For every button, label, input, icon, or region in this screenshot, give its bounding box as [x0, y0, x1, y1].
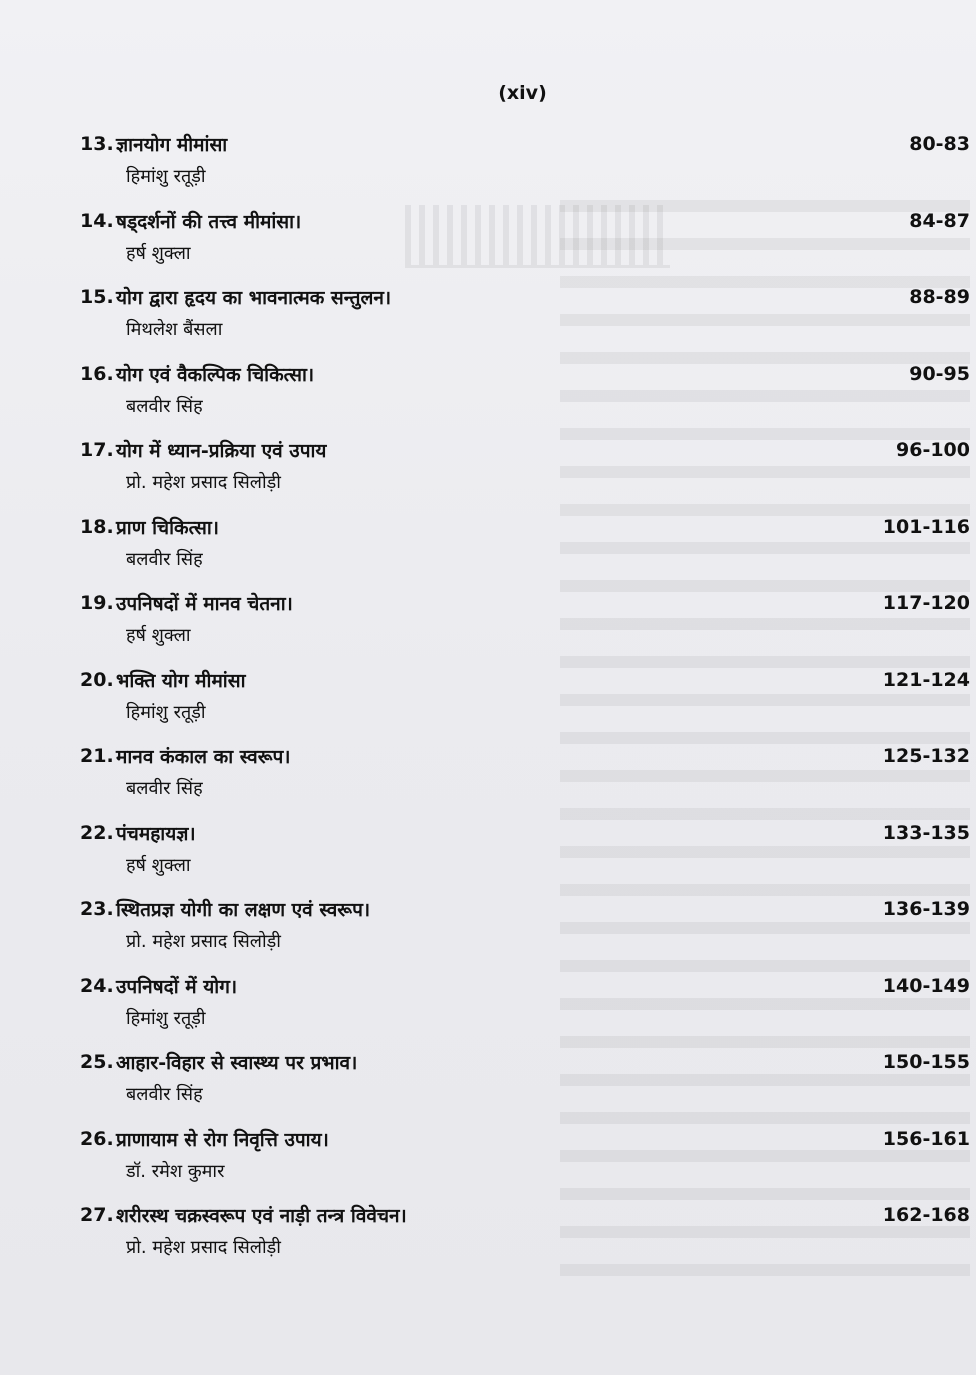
entry-title: प्राण चिकित्सा। — [116, 516, 219, 539]
entry-author: बलवीर सिंह — [126, 778, 203, 799]
entry-author: बलवीर सिंह — [126, 548, 203, 570]
entry-number: 24. — [80, 974, 114, 997]
entry-pages: 90-95 — [909, 362, 970, 385]
entry-title: योग द्वारा हृदय का भावनात्मक सन्तुलन। — [116, 287, 392, 309]
entry-pages: 84-87 — [909, 209, 970, 232]
toc-entry — [80, 1121, 970, 1198]
entry-number: 18. — [80, 515, 114, 538]
entry-author: हर्ष शुक्ला — [126, 854, 191, 876]
entry-pages: 121-124 — [882, 668, 970, 691]
entry-title: प्राणायाम से रोग निवृत्ति उपाय। — [116, 1128, 329, 1151]
entry-number: 15. — [80, 286, 114, 308]
toc-entry — [80, 432, 970, 509]
toc-entry — [80, 203, 970, 280]
entry-author: हिमांशु रतूड़ी — [126, 166, 206, 187]
entry-title: मानव कंकाल का स्वरूप। — [116, 746, 291, 768]
entry-number: 16. — [80, 362, 114, 385]
toc-entry — [80, 279, 970, 356]
entry-pages: 162-168 — [882, 1204, 970, 1226]
entry-author: हर्ष शुक्ला — [126, 242, 191, 264]
entry-title: उपनिषदों में मानव चेतना। — [116, 593, 293, 615]
toc-entry — [80, 509, 970, 586]
entry-number: 14. — [80, 209, 114, 232]
toc-entry — [80, 662, 970, 739]
entry-author: प्रो. महेश प्रसाद सिलोड़ी — [126, 472, 281, 493]
entry-number: 25. — [80, 1051, 114, 1073]
entry-author: हिमांशु रतूड़ी — [126, 701, 206, 723]
page-number: (xiv) — [498, 82, 547, 104]
entry-number: 19. — [80, 592, 114, 614]
entry-title: योग एवं वैकल्पिक चिकित्सा। — [116, 363, 315, 386]
entry-pages: 101-116 — [882, 515, 970, 538]
toc-entry — [80, 585, 970, 662]
toc-entry — [80, 968, 970, 1045]
toc-entry — [80, 815, 970, 892]
entry-pages: 88-89 — [909, 286, 970, 308]
entry-title: शरीरस्थ चक्रस्वरूप एवं नाड़ी तन्त्र विवेचन। — [116, 1205, 407, 1227]
toc-entry — [80, 891, 970, 968]
toc-entry — [80, 356, 970, 433]
entry-number: 20. — [80, 668, 114, 691]
entry-pages: 156-161 — [882, 1127, 970, 1150]
entry-pages: 117-120 — [882, 592, 970, 614]
toc-entry — [80, 126, 970, 203]
entry-author: बलवीर सिंह — [126, 395, 203, 417]
entry-title: स्थितप्रज्ञ योगी का लक्षण एवं स्वरूप। — [116, 899, 371, 921]
entry-number: 23. — [80, 898, 114, 920]
entry-title: षड्दर्शनों की तत्त्व मीमांसा। — [116, 210, 302, 233]
entry-number: 17. — [80, 439, 114, 461]
toc-entry — [80, 738, 970, 815]
entry-number: 22. — [80, 821, 114, 844]
entry-title: पंचमहायज्ञ। — [116, 822, 196, 845]
entry-author: प्रो. महेश प्रसाद सिलोड़ी — [126, 931, 281, 952]
entry-author: हिमांशु रतूड़ी — [126, 1007, 206, 1029]
entry-title: भक्ति योग मीमांसा — [116, 669, 246, 692]
entry-pages: 133-135 — [882, 821, 970, 844]
table-of-contents — [80, 126, 970, 1274]
toc-entry — [80, 1044, 970, 1121]
entry-number: 13. — [80, 133, 114, 155]
entry-pages: 96-100 — [896, 439, 970, 461]
entry-number: 26. — [80, 1127, 114, 1150]
entry-title: उपनिषदों में योग। — [116, 975, 238, 998]
entry-author: मिथलेश बैंसला — [126, 319, 223, 340]
entry-pages: 125-132 — [882, 745, 970, 767]
entry-author: डॉ. रमेश कुमार — [126, 1160, 225, 1182]
entry-pages: 80-83 — [909, 133, 970, 155]
toc-entry — [80, 1197, 970, 1274]
entry-author: बलवीर सिंह — [126, 1084, 203, 1105]
entry-pages: 150-155 — [882, 1051, 970, 1073]
entry-pages: 140-149 — [882, 974, 970, 997]
entry-title: आहार-विहार से स्वास्थ्य पर प्रभाव। — [116, 1052, 358, 1074]
entry-title: योग में ध्यान-प्रक्रिया एवं उपाय — [116, 440, 327, 462]
entry-author: हर्ष शुक्ला — [126, 625, 191, 646]
entry-pages: 136-139 — [882, 898, 970, 920]
entry-author: प्रो. महेश प्रसाद सिलोड़ी — [126, 1237, 281, 1258]
entry-number: 27. — [80, 1204, 114, 1226]
entry-number: 21. — [80, 745, 114, 767]
entry-title: ज्ञानयोग मीमांसा — [116, 134, 228, 156]
